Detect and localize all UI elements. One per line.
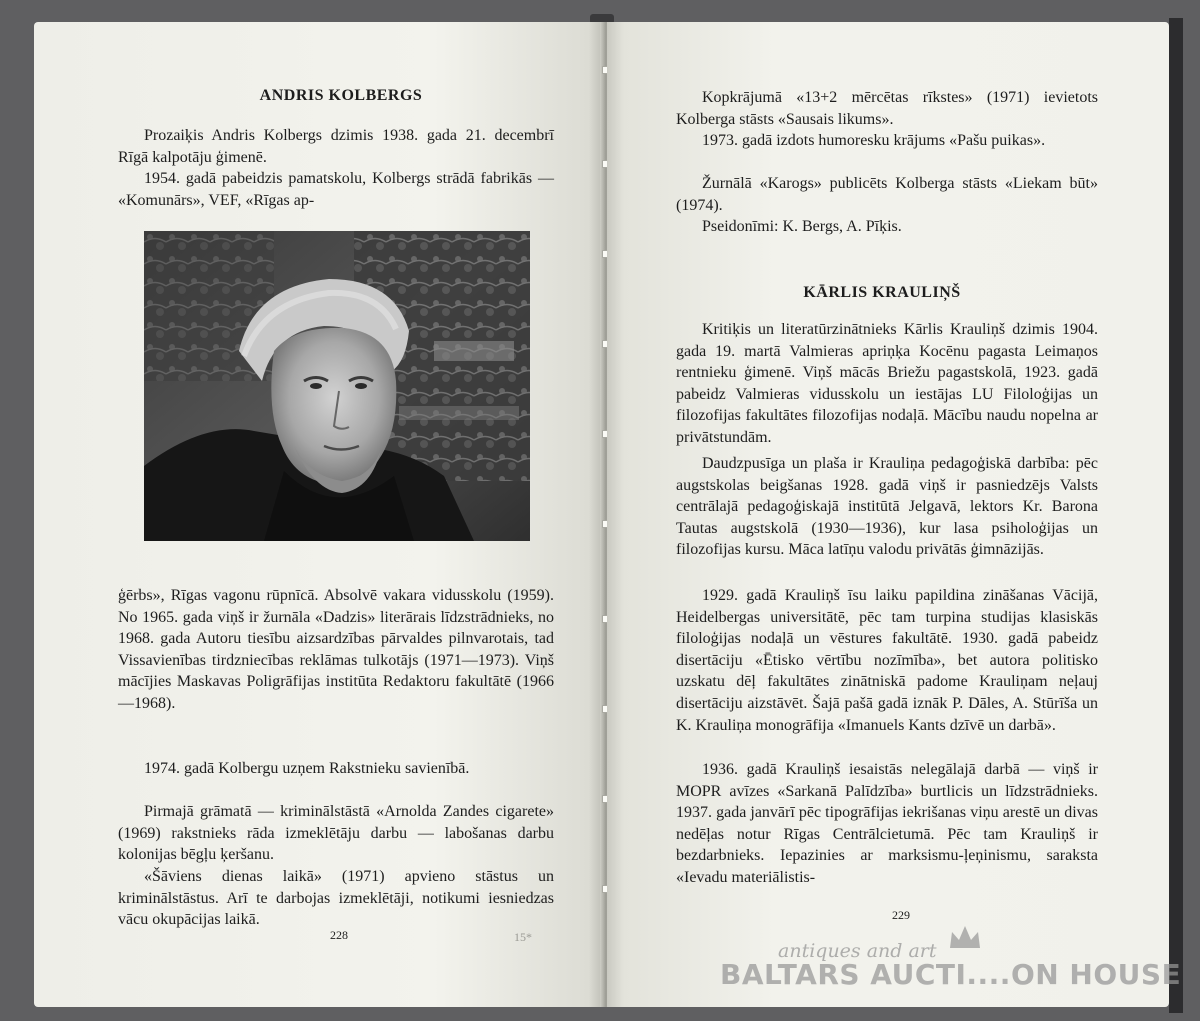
portrait-image [144, 231, 530, 541]
author-portrait-photo [144, 231, 530, 541]
paragraph: Pirmajā grāmatā — kriminālstāstā «Arnolda Zandes cigarete» (1969) rakstnieks rāda izmeklētāju darbu — labošanas darbu kolonijas bēgļu ķeršanu. [118, 803, 554, 864]
paragraph: 1974. gadā Kolbergu uzņem Rakstnieku savienībā. [144, 760, 470, 777]
crown-icon [948, 924, 982, 950]
left-page-heading: ANDRIS KOLBERGS [259, 87, 423, 104]
right-page [607, 22, 1169, 1007]
page-number: 228 [330, 928, 348, 942]
paragraph: ģērbs», Rīgas vagonu rūpnīcā. Absolvē vakara vidusskolu (1959). No 1965. gada viņš ir žurnāla «Dadzis» literārais līdzstrādnieks, no 1968. gada Autoru tiesību aizsardzības pārvaldes pilnvarotais, tad Vissavienības tirdzniecības reklāmas tulkotājs (1971—1973). Viņš mācījies Maskavas Poligrāfijas institūta Redaktoru fakultātē (1966—1968). [118, 587, 554, 712]
signature-mark: 15* [514, 930, 532, 944]
paragraph: 1929. gadā Krauliņš īsu laiku papildina zināšanas Vācijā, Heidelbergas universitātē, pēc tam turpina studijas klasiskās filoloģijas nodaļā un vēstures fakultātē. 1930. gadā pabeidz disertāciju «Ētisko vērtību nozīmība», bet autora politisko uzskatu dēļ fakultātes zinātniskā padome Krauliņam neļauj disertāciju aizstāvēt. Šajā pašā gadā iznāk P. Dāles, A. Stūrīša un K. Krauliņa monogrāfija «Imanuels Kants dzīvē un darbā». [676, 587, 1098, 734]
paragraph: Pseidonīmi: K. Bergs, A. Pīķis. [702, 218, 902, 235]
watermark-brand: BALTARS AUCTI....ON HOUSE [720, 958, 1182, 991]
paragraph: Daudzpusīga un plaša ir Krauliņa pedagoģiskā darbība: pēc augstskolas beigšanas 1928. gadā viņš ir pasniedzējs Valsts centrālajā pedagoģiskajā institūtā Jelgavā, lektors Kr. Barona Tautas augstskolā (1930—1936), kur lasa psiholoģijas un filozofijas kursu. Māca latīņu valodu privātās ģimnāzijās. [676, 455, 1098, 559]
paragraph: Kritiķis un literatūrzinātnieks Kārlis Krauliņš dzimis 1904. gada 19. martā Valmieras apriņķa Kocēnu pagasta Leimaņos rentnieku ģimenē. Viņš mācās Briežu pagastskolā, 1923. gadā pabeidz Valmieras vidusskolu un iestājas LU Filoloģijas un filozofijas fakultātes filozofijas nodaļā. Mācību naudu nopelna ar privātstundām. [676, 321, 1098, 446]
book-cover-edge [1169, 18, 1183, 1013]
paragraph: 1954. gadā pabeidzis pamatskolu, Kolbergs strādā fabrikās — «Komunārs», VEF, «Rīgas ap- [118, 170, 554, 209]
paragraph: «Šāviens dienas laikā» (1971) apvieno stāstus un kriminālstāstus. Arī te darbojas izmeklētāji, notikumi iesniedzas vācu okupācijas laikā. [118, 868, 554, 929]
paragraph: Žurnālā «Karogs» publicēts Kolberga stāsts «Liekam būt» (1974). [676, 175, 1098, 214]
page-number: 229 [892, 908, 910, 922]
paragraph: 1973. gadā izdots humoresku krājums «Pašu puikas». [702, 132, 1046, 149]
paragraph: 1936. gadā Krauliņš iesaistās nelegālajā darbā — viņš ir MOPR avīzes «Sarkanā Palīdzība» burtlicis un līdzstrādnieks. 1937. gada janvārī pēc tipogrāfijas iekrišanas viņu arestē un divas nedēļas notur Rīgas Centrālcietumā. Pēc tam Krauliņš ir bezdarbnieks. Iepazinies ar marksismu-ļeņinismu, saraksta «Ievadu materiālistis- [676, 761, 1098, 886]
auction-house-watermark [720, 940, 1182, 1010]
left-page [34, 22, 606, 1007]
right-page-heading: KĀRLIS KRAULIŅŠ [803, 284, 961, 301]
paragraph: Kopkrājumā «13+2 mērcētas rīkstes» (1971) ievietots Kolberga stāsts «Sausais likums». [676, 89, 1098, 128]
paragraph: Prozaiķis Andris Kolbergs dzimis 1938. gada 21. decembrī Rīgā kalpotāju ģimenē. [118, 127, 554, 166]
watermark-tagline: antiques and art [778, 940, 937, 962]
